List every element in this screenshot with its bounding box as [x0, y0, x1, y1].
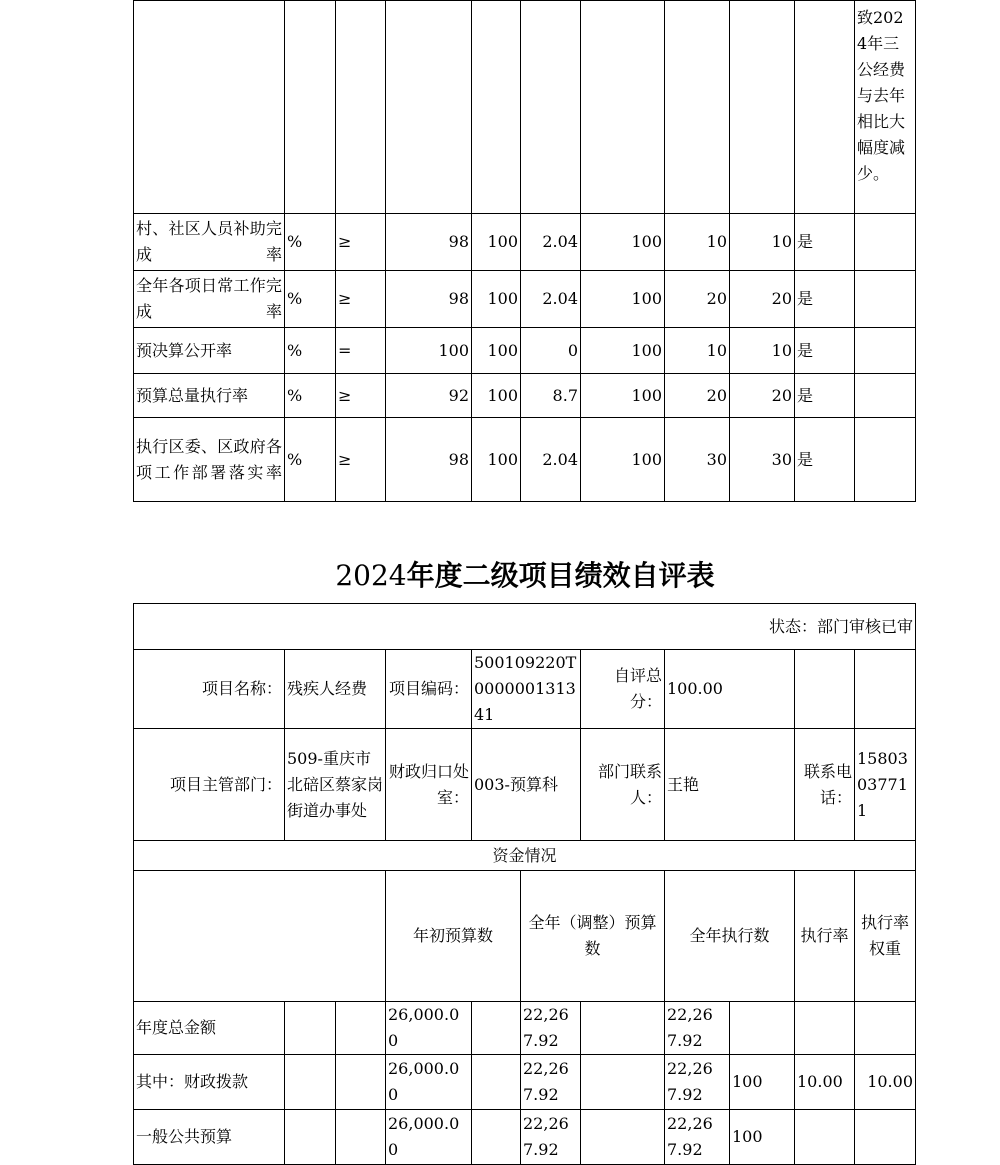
- phone-value: 15803037711: [855, 729, 916, 841]
- note-cell: [855, 418, 916, 502]
- col-weight: 执行率权重: [855, 871, 916, 1002]
- unit-cell: %: [285, 374, 336, 418]
- met-cell: 是: [795, 328, 855, 374]
- deviation-cell: 2.04: [521, 271, 581, 328]
- table-row: [134, 374, 916, 418]
- project-name: 残疾人经费: [285, 650, 386, 729]
- col-executed: 全年执行数: [665, 871, 795, 1002]
- fund-adjusted: 22,267.92: [521, 1055, 581, 1110]
- actual-cell: 100: [472, 271, 521, 328]
- indicator-name: 全年各项日常工作完成率: [134, 271, 285, 328]
- title-year: 2024: [335, 559, 407, 592]
- operator-cell: ≥: [336, 271, 386, 328]
- deviation-cell: 2.04: [521, 418, 581, 502]
- note-cell: 致2024年三公经费与去年相比大幅度减少。: [855, 1, 916, 214]
- indicator-name: 预算总量执行率: [134, 374, 285, 418]
- base-cell: 100: [581, 328, 665, 374]
- self-score: 100.00: [665, 650, 795, 729]
- score-cell: 10: [730, 214, 795, 271]
- col-rate: 执行率: [795, 871, 855, 1002]
- col-adjusted-budget: 全年（调整）预算数: [521, 871, 665, 1002]
- fund-weight: [795, 1002, 855, 1055]
- unit-cell: %: [285, 328, 336, 374]
- deviation-cell: 8.7: [521, 374, 581, 418]
- base-cell: 100: [581, 214, 665, 271]
- fund-executed: 22,267.92: [665, 1110, 730, 1165]
- note-cell: [855, 271, 916, 328]
- fund-executed: 22,267.92: [665, 1002, 730, 1055]
- title-text: 年度二级项目绩效自评表: [406, 559, 715, 592]
- fund-name: 年度总金额: [134, 1002, 285, 1055]
- contact-label: 部门联系人：: [581, 729, 665, 841]
- fund-score: 10.00: [855, 1055, 916, 1110]
- status-row: [134, 604, 916, 650]
- fund-name: 一般公共预算: [134, 1110, 285, 1165]
- operator-cell: ≥: [336, 374, 386, 418]
- funds-header: 资金情况: [134, 841, 916, 871]
- base-cell: 100: [581, 271, 665, 328]
- unit-cell: %: [285, 418, 336, 502]
- met-cell: 是: [795, 418, 855, 502]
- note-cell: [855, 374, 916, 418]
- fund-initial: 26,000.00: [386, 1055, 472, 1110]
- table-row: [134, 1, 916, 214]
- fund-weight: [795, 1110, 855, 1165]
- fund-rate: [730, 1002, 795, 1055]
- fund-initial: 26,000.00: [386, 1110, 472, 1165]
- phone-label: 联系电话：: [795, 729, 855, 841]
- operator-cell: =: [336, 328, 386, 374]
- fund-rate: 100: [730, 1110, 795, 1165]
- fund-rate: 100: [730, 1055, 795, 1110]
- dept-value: 509-重庆市北碚区蔡家岗街道办事处: [285, 729, 386, 841]
- dept-label: 项目主管部门：: [134, 729, 285, 841]
- unit-cell: %: [285, 214, 336, 271]
- base-cell: 100: [581, 374, 665, 418]
- deviation-cell: 2.04: [521, 214, 581, 271]
- met-cell: 是: [795, 271, 855, 328]
- deviation-cell: 0: [521, 328, 581, 374]
- score-cell: 20: [730, 374, 795, 418]
- fund-adjusted: 22,267.92: [521, 1002, 581, 1055]
- fund-score: [855, 1002, 916, 1055]
- weight-cell: 20: [665, 374, 730, 418]
- unit-cell: %: [285, 271, 336, 328]
- actual-cell: 100: [472, 418, 521, 502]
- self-score-label: 自评总分：: [581, 650, 665, 729]
- fund-weight: 10.00: [795, 1055, 855, 1110]
- department-row: [134, 729, 916, 841]
- target-cell: 92: [386, 374, 472, 418]
- operator-cell: ≥: [336, 418, 386, 502]
- project-name-label: 项目名称：: [134, 650, 285, 729]
- indicator-table: [133, 0, 916, 502]
- funds-header-row: [134, 841, 916, 871]
- project-row: [134, 650, 916, 729]
- operator-cell: ≥: [336, 214, 386, 271]
- met-cell: 是: [795, 374, 855, 418]
- table-row: [134, 328, 916, 374]
- score-cell: 10: [730, 328, 795, 374]
- indicator-name: 执行区委、区政府各项工作部署落实率: [134, 418, 285, 502]
- actual-cell: 100: [472, 374, 521, 418]
- fund-initial: 26,000.00: [386, 1002, 472, 1055]
- met-cell: 是: [795, 214, 855, 271]
- score-cell: 20: [730, 271, 795, 328]
- score-cell: 30: [730, 418, 795, 502]
- project-code: 500109220T000000131341: [472, 650, 581, 729]
- fund-adjusted: 22,267.92: [521, 1110, 581, 1165]
- fund-name: 其中：财政拨款: [134, 1055, 285, 1110]
- table-row: [134, 418, 916, 502]
- weight-cell: 10: [665, 328, 730, 374]
- page-title: [0, 556, 1000, 596]
- table-row: [134, 1002, 916, 1055]
- weight-cell: 30: [665, 418, 730, 502]
- finance-value: 003-预算科: [472, 729, 581, 841]
- note-cell: [855, 214, 916, 271]
- funds-column-headers: [134, 871, 916, 1002]
- actual-cell: 100: [472, 328, 521, 374]
- project-table: [133, 603, 916, 1165]
- table-row: [134, 1055, 916, 1110]
- table-row: [134, 1110, 916, 1165]
- target-cell: 100: [386, 328, 472, 374]
- status-badge: 状态：部门审核已审: [134, 604, 916, 650]
- target-cell: 98: [386, 271, 472, 328]
- col-initial-budget: 年初预算数: [386, 871, 521, 1002]
- weight-cell: 10: [665, 214, 730, 271]
- indicator-name: 预决算公开率: [134, 328, 285, 374]
- table-row: [134, 271, 916, 328]
- finance-label: 财政归口处室：: [386, 729, 472, 841]
- contact-value: 王艳: [665, 729, 795, 841]
- indicator-name: 村、社区人员补助完成率: [134, 214, 285, 271]
- table-row: [134, 214, 916, 271]
- note-cell: [855, 328, 916, 374]
- actual-cell: 100: [472, 214, 521, 271]
- project-code-label: 项目编码：: [386, 650, 472, 729]
- target-cell: 98: [386, 418, 472, 502]
- target-cell: 98: [386, 214, 472, 271]
- base-cell: 100: [581, 418, 665, 502]
- fund-score: [855, 1110, 916, 1165]
- weight-cell: 20: [665, 271, 730, 328]
- fund-executed: 22,267.92: [665, 1055, 730, 1110]
